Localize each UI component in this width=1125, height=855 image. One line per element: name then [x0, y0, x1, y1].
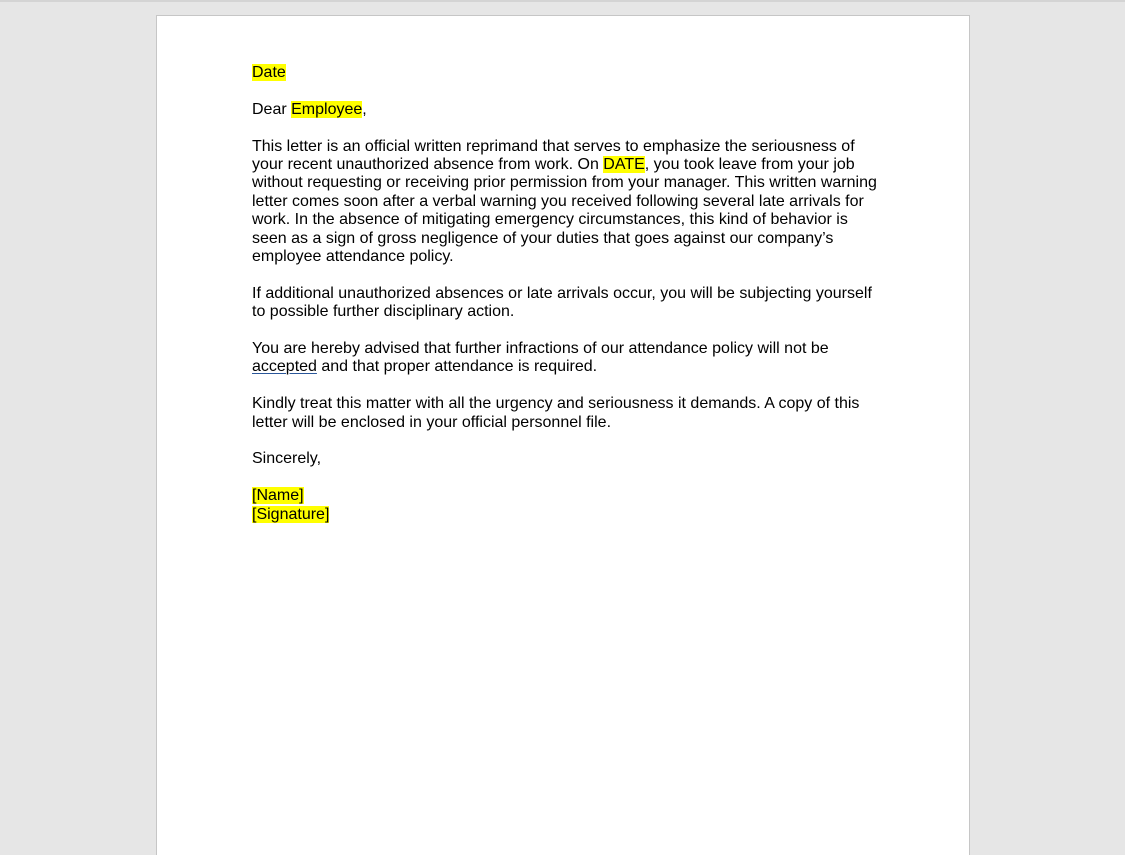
paragraph-advisory-start: You are hereby advised that further infractions of our attendance policy will not be — [252, 340, 829, 358]
salutation-suffix: , — [362, 100, 367, 118]
toolbar-edge — [0, 0, 1125, 2]
salutation — [252, 101, 884, 119]
paragraph-advisory-rest: and that proper attendance is required. — [316, 358, 598, 376]
signature-placeholder: [Signature] — [252, 505, 330, 523]
letter-body[interactable] — [252, 64, 884, 524]
date-line — [252, 64, 884, 82]
salutation-prefix: Dear — [252, 100, 292, 118]
incident-date-placeholder: DATE — [603, 156, 645, 173]
name-line — [252, 487, 884, 505]
paragraph-consequence: If additional unauthorized absences or late arrivals occur, you will be subjecting yourself to possible further disciplinary action. — [252, 284, 872, 321]
date-placeholder: Date — [252, 64, 286, 81]
paragraph-advisory — [252, 340, 884, 377]
document-page[interactable] — [156, 15, 970, 855]
paragraph-reprimand — [252, 138, 884, 267]
name-placeholder: [Name] — [252, 487, 304, 505]
grammar-flagged-word[interactable]: accepted — [252, 358, 317, 376]
paragraph-reprimand-start: This letter is an official written reprimand that serves to emphasize the seriousness of your recent unauthorized absence from work. On — [252, 137, 855, 173]
closing: Sincerely, — [252, 450, 322, 468]
employee-placeholder: Employee — [291, 100, 363, 118]
signature-block — [252, 487, 884, 524]
paragraph-reprimand-rest: , you took leave from your job without requesting or receiving prior permission from your manager. This written warning letter comes soon after a verbal warning you received following several late arrivals for work. In the absence of mitigating emergency circumstances, this kind of behavior is seen as a sign of gross negligence of your duties that goes against our company’s employee attendance policy. — [252, 156, 877, 266]
signature-line — [252, 506, 884, 524]
paragraph-closing-note: Kindly treat this matter with all the urgency and seriousness it demands. A copy of this letter will be enclosed in your official personnel file. — [252, 395, 860, 431]
